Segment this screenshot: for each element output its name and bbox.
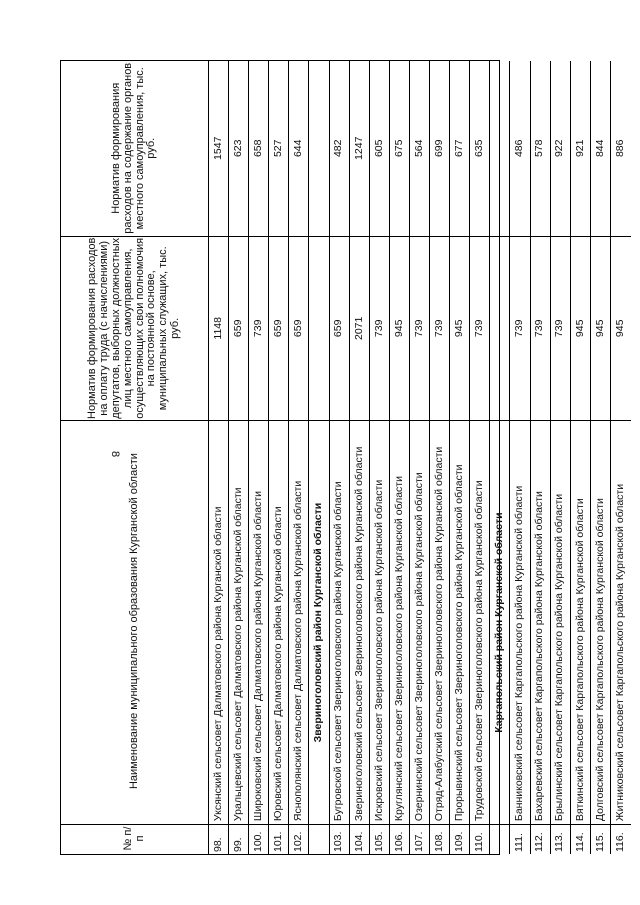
- row-labor-value: 659: [229, 236, 248, 421]
- row-number: 108.: [430, 824, 449, 854]
- row-name: Озернинский сельсовет Звериноголовского района Курганской области: [410, 420, 429, 824]
- row-name: Житниковский сельсовет Каргапольского района Курганской области: [611, 420, 631, 824]
- row-maintenance-value: 1547: [211, 136, 224, 160]
- header-maintenance-cost: Норматив формирования расходов на содержание органов местного самоуправления, тыс. руб.: [109, 62, 158, 234]
- row-maintenance-value: 844: [593, 139, 606, 158]
- row-maintenance-value: 658: [252, 139, 265, 158]
- row-number: 109.: [450, 824, 469, 854]
- table-row: [611, 61, 631, 854]
- row-labor-value: 945: [571, 236, 590, 421]
- table-row: [370, 61, 390, 854]
- header-labor-cost: Норматив формирования расходов на оплату труда (с начислениями) депутатов, выборных должностных лиц местного самоуправления, осуществляющих свои полномочия на постоянной основе, муниципальных служащих, тыс. руб.: [61, 236, 208, 421]
- row-maintenance-value: 623: [231, 139, 244, 158]
- row-number: 98.: [209, 824, 228, 854]
- row-number: 112.: [531, 824, 550, 854]
- row-number: 101.: [269, 824, 288, 854]
- section-empty: [490, 61, 509, 236]
- table-row: [209, 61, 229, 854]
- row-labor-value: 659: [269, 236, 288, 421]
- row-maintenance-value: 635: [473, 139, 486, 158]
- row-number: 103.: [330, 824, 349, 854]
- row-labor-value: 739: [531, 236, 550, 421]
- section-spacer: [309, 824, 328, 854]
- row-labor-value: 945: [591, 236, 610, 421]
- row-maintenance-value: 482: [332, 139, 345, 158]
- row-number: 99.: [229, 824, 248, 854]
- row-maintenance-value: 564: [412, 139, 425, 158]
- row-labor-value: 739: [430, 236, 449, 421]
- row-name: Яснополянский сельсовет Далматовского района Курганской области: [289, 420, 308, 824]
- row-labor-value: 945: [450, 236, 469, 421]
- row-number: 107.: [410, 824, 429, 854]
- row-number: 111.: [510, 824, 529, 854]
- table-row: [450, 61, 470, 854]
- row-labor-value: 739: [551, 236, 570, 421]
- row-labor-value: 739: [410, 236, 429, 421]
- section-empty: [490, 236, 509, 421]
- row-labor-value: 739: [510, 236, 529, 421]
- row-name: Юровский сельсовет Далматовского района Курганской области: [269, 420, 288, 824]
- table-row: [510, 61, 530, 854]
- table-row: [289, 61, 309, 854]
- row-name: Звериноголовский сельсовет Звериноголовского района Курганской области: [350, 420, 369, 824]
- row-name: Уральцевский сельсовет Далматовского района Курганской области: [229, 420, 248, 824]
- table-header: [61, 61, 209, 854]
- row-maintenance-value: 486: [513, 139, 526, 158]
- table-row: [269, 61, 289, 854]
- row-number: 106.: [390, 824, 409, 854]
- row-labor-value: 659: [330, 236, 349, 421]
- row-name: Круглянский сельсовет Звериноголовского района Курганской области: [390, 420, 409, 824]
- row-labor-value: 739: [470, 236, 489, 421]
- row-name: Прорывинский сельсовет Звериноголовского района Курганской области: [450, 420, 469, 824]
- table-row: [410, 61, 430, 854]
- row-name: Брылинский сельсовет Каргапольского района Курганской области: [551, 420, 570, 824]
- row-labor-value: 945: [611, 236, 631, 421]
- row-labor-value: 1148: [209, 236, 228, 421]
- section-spacer: [490, 824, 509, 854]
- table-row: [330, 61, 350, 854]
- row-name: Долговский сельсовет Каргапольского района Курганской области: [591, 420, 610, 824]
- table-row: [571, 61, 591, 854]
- row-labor-value: 2071: [350, 236, 369, 421]
- row-name: Банниковский сельсовет Каргапольского района Курганской области: [510, 420, 529, 824]
- row-name: Трудовской сельсовет Звериноголовского района Курганской области: [470, 420, 489, 824]
- page-number: 8: [109, 450, 122, 458]
- row-number: 105.: [370, 824, 389, 854]
- table-row: [350, 61, 370, 854]
- row-number: 116.: [611, 824, 631, 854]
- row-name: Бахаревский сельсовет Каргапольского района Курганской области: [531, 420, 550, 824]
- section-title: Каргапольский район Курганской области: [490, 420, 509, 824]
- row-number: 115.: [591, 824, 610, 854]
- row-number: 110.: [470, 824, 489, 854]
- row-number: 114.: [571, 824, 590, 854]
- row-number: 100.: [249, 824, 268, 854]
- row-name: Бугровской сельсовет Звериноголовского района Курганской области: [330, 420, 349, 824]
- row-maintenance-value: 886: [614, 139, 627, 158]
- row-maintenance-value: 699: [432, 139, 445, 158]
- section-empty: [309, 236, 328, 421]
- table-row: [591, 61, 611, 854]
- section-title: Звериноголовский район Курганской области: [309, 420, 328, 824]
- data-table: [60, 60, 627, 855]
- row-labor-value: 739: [370, 236, 389, 421]
- section-header-kargapolsky: [490, 61, 510, 854]
- row-number: 113.: [551, 824, 570, 854]
- table-row: [430, 61, 450, 854]
- row-number: 104.: [350, 824, 369, 854]
- row-name: Уксянский сельсовет Далматовского района Курганской области: [209, 420, 228, 824]
- row-maintenance-value: 921: [573, 139, 586, 158]
- row-name: Отряд-Алабугский сельсовет Звериноголовского района Курганской области: [430, 420, 449, 824]
- row-maintenance-value: 527: [272, 139, 285, 158]
- row-maintenance-value: 644: [292, 139, 305, 158]
- section-header-zverinogolovsky: [309, 61, 329, 854]
- row-maintenance-value: 922: [553, 139, 566, 158]
- row-maintenance-value: 677: [453, 139, 465, 158]
- header-num: № п/п: [61, 824, 208, 854]
- section-empty: [309, 61, 328, 236]
- table-row: [551, 61, 571, 854]
- row-name: Вяткинский сельсовет Каргапольского района Курганской области: [571, 420, 590, 824]
- table-row: [390, 61, 410, 854]
- table-row: [470, 61, 490, 854]
- row-maintenance-value: 578: [533, 139, 546, 158]
- row-maintenance-value: 1247: [352, 136, 365, 160]
- row-labor-value: 659: [289, 236, 308, 421]
- header-name: Наименование муниципального образования Курганской области: [61, 420, 208, 824]
- row-name: Широковский сельсовет Далматовского района Курганской области: [249, 420, 268, 824]
- table-row: [249, 61, 269, 854]
- row-maintenance-value: 675: [392, 139, 405, 158]
- table-body: [209, 61, 631, 854]
- row-labor-value: 945: [390, 236, 409, 421]
- row-number: 102.: [289, 824, 308, 854]
- row-maintenance-value: 605: [372, 139, 385, 158]
- table-row: [229, 61, 249, 854]
- row-name: Искровский сельсовет Звериноголовского района Курганской области: [370, 420, 389, 824]
- table-row: [531, 61, 551, 854]
- row-labor-value: 739: [249, 236, 268, 421]
